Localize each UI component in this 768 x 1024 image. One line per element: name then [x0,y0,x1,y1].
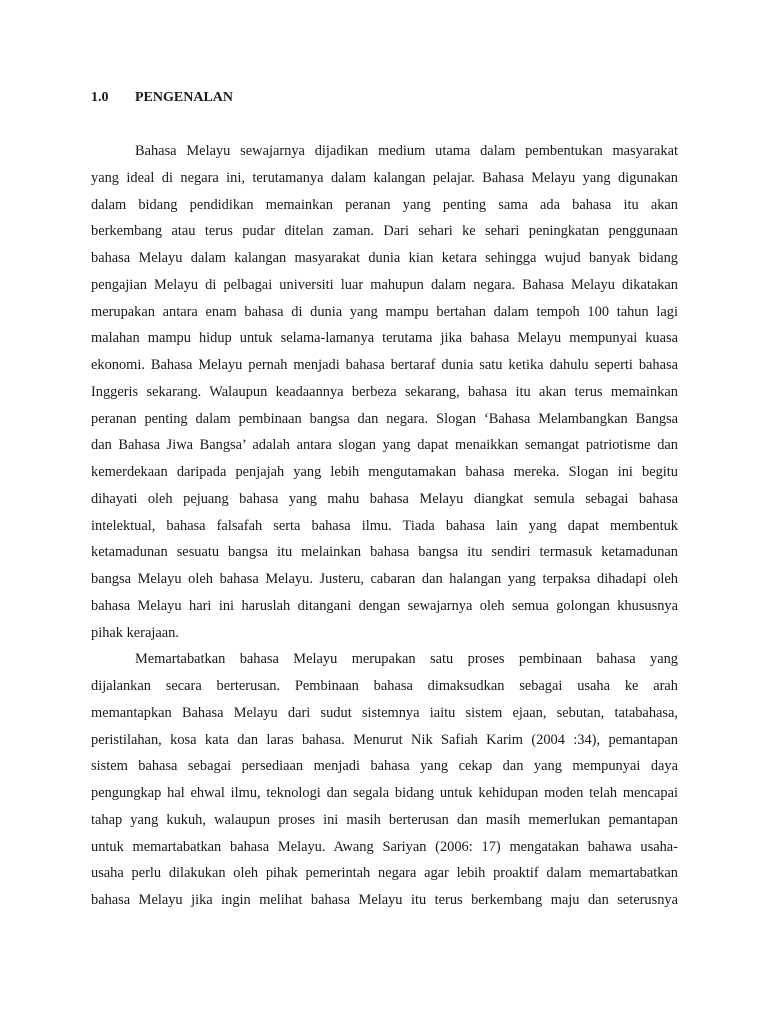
paragraph-line: ekonomi. Bahasa Melayu pernah menjadi bahasa bertaraf dunia satu ketika dahulu seperti bahasa [91,357,678,373]
paragraph-line: bangsa Melayu oleh bahasa Melayu. Justeru, cabaran dan halangan yang terpaksa dihadapi oleh [91,571,678,587]
paragraph-line: yang ideal di negara ini, terutamanya dalam kalangan pelajar. Bahasa Melayu yang digunakan [91,169,678,186]
section-number: 1.0 [91,90,109,105]
paragraph-line: tahap yang kukuh, walaupun proses ini masih berterusan dan masih memerlukan pemantapan [91,811,678,828]
paragraph-line: berkembang atau terus pudar ditelan zaman. Dari sehari ke sehari peningkatan penggunaan [91,223,678,240]
paragraph-line: malahan mampu hidup untuk selama-lamanya terutama jika bahasa Melayu mempunyai kuasa [91,330,678,347]
paragraph-line: sistem bahasa sebagai persediaan menjadi bahasa yang cekap dan yang mempunyai daya [91,758,678,775]
paragraph-line: dan Bahasa Jiwa Bangsa’ adalah antara slogan yang dapat menaikkan semangat patriotisme dan [91,437,678,454]
paragraph-line: dalam bidang pendidikan memainkan peranan yang penting sama ada bahasa itu akan [91,196,678,213]
paragraph-line: bahasa Melayu jika ingin melihat bahasa Melayu itu terus berkembang maju dan seterusnya [91,892,678,908]
paragraph-line: merupakan antara enam bahasa di dunia yang mampu bertahan dalam tempoh 100 tahun lagi [91,303,678,320]
paragraph-line: pengajian Melayu di pelbagai universiti luar mahupun dalam negara. Bahasa Melayu dikatakan [91,276,678,293]
paragraph-line: bahasa Melayu hari ini haruslah ditangani dengan sewajarnya oleh semua golongan khususnya [91,597,678,614]
paragraph-line: kemerdekaan daripada penjajah yang lebih mengutamakan bahasa mereka. Slogan ini begitu [91,464,678,480]
paragraph-line: peranan penting dalam pembinaan bangsa dan negara. Slogan ‘Bahasa Melambangkan Bangsa [91,410,678,427]
paragraph-line: untuk memartabatkan bahasa Melayu. Awang Sariyan (2006: 17) mengatakan bahawa usaha- [91,838,678,855]
paragraph-line: dihayati oleh pejuang bahasa yang mahu bahasa Melayu diangkat semula sebagai bahasa [91,490,678,507]
paragraph-line: memantapkan Bahasa Melayu dari sudut sistemnya iaitu sistem ejaan, sebutan, tatabahasa, [91,704,678,721]
paragraph-line: Memartabatkan bahasa Melayu merupakan satu proses pembinaan bahasa yang [135,651,678,668]
paragraph-line: Bahasa Melayu sewajarnya dijadikan medium utama dalam pembentukan masyarakat [135,143,678,159]
paragraph-line: pihak kerajaan. [91,624,179,641]
paragraph-line: dijalankan secara berterusan. Pembinaan bahasa dimaksudkan sebagai usaha ke arah [91,678,678,694]
paragraph-line: intelektual, bahasa falsafah serta bahasa ilmu. Tiada bahasa lain yang dapat membentuk [91,517,678,534]
paragraph-line: pengungkap hal ehwal ilmu, teknologi dan segala bidang untuk kehidupan moden telah mencapai [91,785,678,801]
paragraph-line: Inggeris sekarang. Walaupun keadaannya berbeza sekarang, bahasa itu akan terus memainkan [91,383,678,400]
section-title: PENGENALAN [135,90,234,105]
paragraph-line: usaha perlu dilakukan oleh pihak pemerintah negara agar lebih proaktif dalam memartabatkan [91,865,678,882]
paragraph-line: ketamadunan sesuatu bangsa itu melainkan bahasa bangsa itu sendiri termasuk ketamadunan [91,544,678,561]
paragraph-line: bahasa Melayu dalam kalangan masyarakat dunia kian ketara sehingga wujud banyak bidang [91,250,678,266]
paragraph-line: peristilahan, kosa kata dan laras bahasa. Menurut Nik Safiah Karim (2004 :34), pemantapan [91,731,678,748]
